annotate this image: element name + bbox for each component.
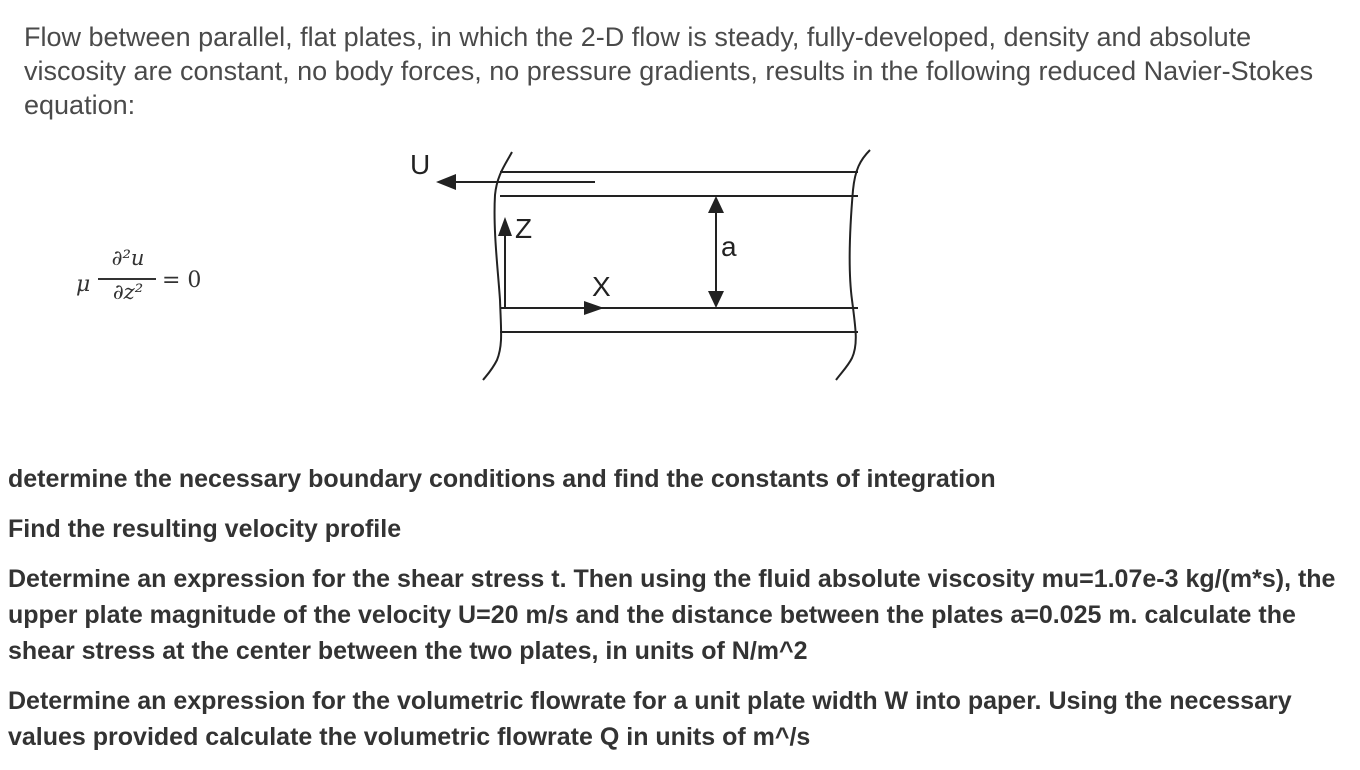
velocity-u-arrowhead — [436, 174, 456, 190]
equation-rhs: = 0 — [162, 268, 202, 293]
left-break-curve — [483, 152, 512, 380]
equation-denominator: ∂z² — [112, 280, 144, 304]
question-velocity-profile: Find the resulting velocity profile — [8, 515, 402, 543]
question-flowrate: Determine an expression for the volumetric flowrate for a unit plate width W into paper. Using the necessary values provided calculate the volumetric flowrate Q in units of m^/s — [8, 687, 1292, 751]
label-a: a — [721, 231, 737, 262]
dimension-a-arrowhead-up — [708, 196, 724, 213]
question-shear-stress: Determine an expression for the shear stress t. Then using the fluid absolute viscosity mu=1.07e-3 kg/(m*s), the upper plate magnitude of the velocity U=20 m/s and the distance between the plates a=0.025 m. calculate the shear stress at the center between the two plates, in units of N/m^2 — [8, 565, 1336, 665]
right-break-curve — [836, 150, 870, 380]
x-axis-arrowhead — [584, 301, 604, 315]
label-z: Z — [515, 213, 533, 244]
question-boundary-conditions: determine the necessary boundary conditions and find the constants of integration — [8, 465, 996, 493]
label-x: X — [592, 271, 611, 302]
equation-numerator: ∂²u — [111, 246, 145, 270]
z-axis-arrowhead — [498, 217, 512, 236]
problem-intro: Flow between parallel, flat plates, in which the 2-D flow is steady, fully-developed, density and absolute viscosity are constant, no body forces, no pressure gradients, results in the following reduced Navier-Stokes equation: — [24, 22, 1314, 120]
label-u: U — [410, 149, 431, 180]
equation-mu: μ — [76, 272, 91, 297]
dimension-a-arrowhead-down — [708, 291, 724, 308]
